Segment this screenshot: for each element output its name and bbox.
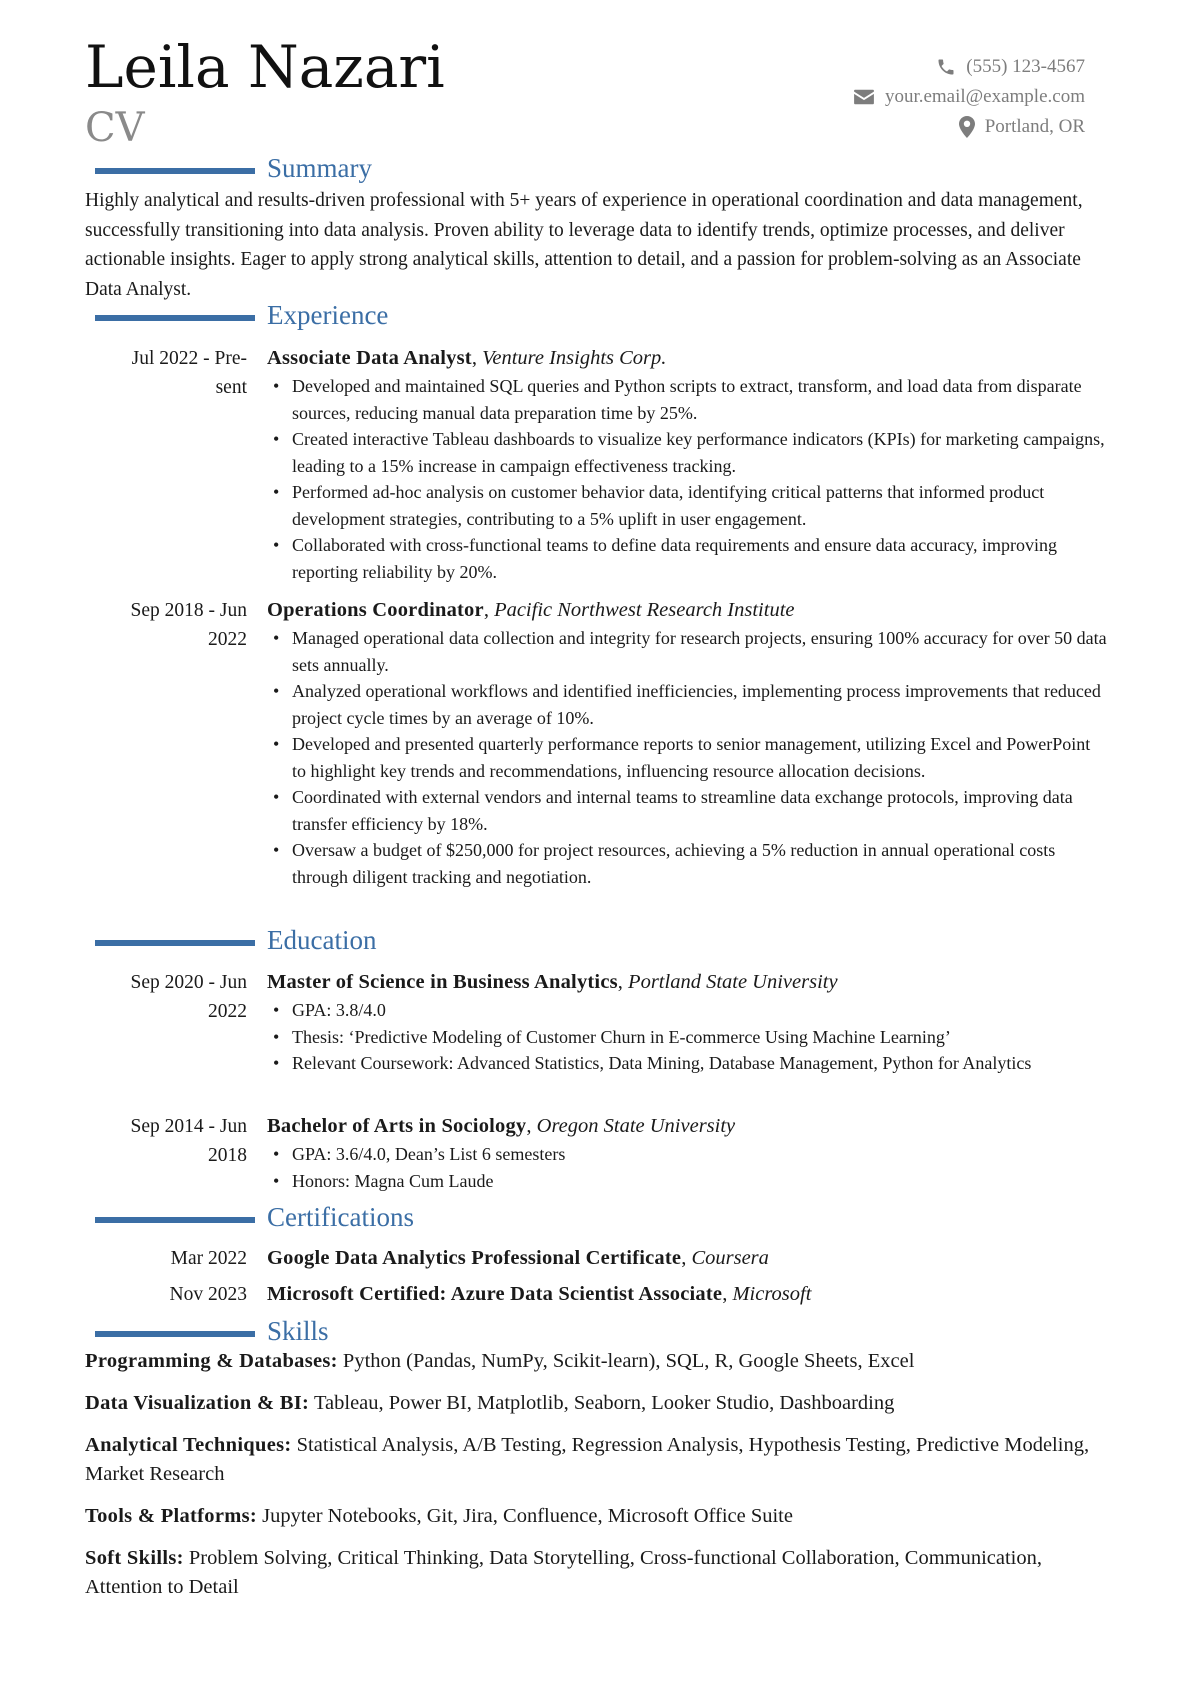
skill-value: Statistical Analysis, A/B Testing, Regression Analysis, Hypothesis Testing, Predictive Modeling, Market Research <box>85 1434 1090 1485</box>
section-accent-bar <box>95 168 255 174</box>
certificate-title: Google Data Analytics Professional Certificate <box>267 1247 682 1269</box>
issuer: Microsoft <box>732 1283 812 1305</box>
section-accent-bar <box>95 1331 255 1337</box>
bullet-item: • Oversaw a budget of $250,000 for project resources, achieving a 5% reduction in annual operational costs through diligent tracking and negotiation. <box>267 837 1107 890</box>
section-title-summary: Summary <box>267 153 372 183</box>
bullet-list <box>267 1141 1107 1194</box>
section-accent-bar <box>95 315 255 321</box>
degree-title: Bachelor of Arts in Sociology <box>267 1115 527 1137</box>
section-accent-bar <box>95 940 255 946</box>
contact-block <box>853 52 1085 142</box>
bullet-item: • Collaborated with cross-functional teams to define data requirements and ensure data accuracy, improving reporting reliability by 20%. <box>267 532 1107 585</box>
skill-label: Tools & Platforms: <box>85 1505 258 1527</box>
skill-value: Tableau, Power BI, Matplotlib, Seaborn, Looker Studio, Dashboarding <box>313 1392 895 1414</box>
skill-row <box>85 1431 1115 1489</box>
entry-heading: Master of Science in Business Analytics, Portland State University <box>267 971 838 993</box>
bullet-item: • Coordinated with external vendors and internal teams to streamline data exchange protocols, improving data transfer efficiency by 18%. <box>267 784 1107 837</box>
section-summary-header <box>95 155 372 182</box>
skill-value: Jupyter Notebooks, Git, Jira, Confluence, Microsoft Office Suite <box>262 1505 793 1527</box>
degree-title: Master of Science in Business Analytics <box>267 971 618 993</box>
date-line: 2022 <box>208 1001 247 1022</box>
entry-date <box>85 968 247 1026</box>
entry-body <box>267 596 1107 890</box>
bullet-list <box>267 373 1107 585</box>
bullet-item: • Performed ad-hoc analysis on customer behavior data, identifying critical patterns that informed product development strategies, contributing to a 5% uplift in user engagement. <box>267 479 1107 532</box>
section-title-experience: Experience <box>267 300 389 330</box>
entry-heading: Google Data Analytics Professional Certificate, Coursera <box>267 1247 769 1269</box>
certificate-title: Microsoft Certified: Azure Data Scientist Associate <box>267 1283 723 1305</box>
bullet-item: • Developed and maintained SQL queries and Python scripts to extract, transform, and load data from disparate sources, reducing manual data preparation time by 25%. <box>267 373 1107 426</box>
date-line: Jul 2022 - Pre- <box>131 348 247 369</box>
date-line: Sep 2018 - Jun <box>130 600 247 621</box>
bullet-item: • Managed operational data collection and integrity for research projects, ensuring 100% accuracy for over 50 data sets annually. <box>267 625 1107 678</box>
entry-date <box>85 344 247 402</box>
location-text: Portland, OR <box>984 116 1085 137</box>
contact-phone <box>853 52 1085 82</box>
skill-row <box>85 1347 1115 1376</box>
bullet-item: • Created interactive Tableau dashboards to visualize key performance indicators (KPIs) for marketing campaigns, leading to a 15% increase in campaign effectiveness tracking. <box>267 426 1107 479</box>
email-text[interactable]: your.email@example.com <box>884 86 1085 107</box>
entry-body <box>267 1112 1107 1194</box>
section-title-certifications: Certifications <box>267 1202 414 1232</box>
bullet-list <box>267 625 1107 890</box>
phone-text[interactable]: (555) 123-4567 <box>966 56 1085 77</box>
envelope-icon <box>853 88 875 106</box>
skill-row <box>85 1502 1115 1531</box>
contact-email <box>853 82 1085 112</box>
bullet-list <box>267 997 1107 1077</box>
skill-row <box>85 1544 1115 1602</box>
date-line: 2018 <box>208 1145 247 1166</box>
entry-heading: Bachelor of Arts in Sociology, Oregon State University <box>267 1115 736 1137</box>
section-education-header <box>95 927 376 954</box>
institution: Oregon State University <box>536 1115 736 1137</box>
skill-row <box>85 1389 1115 1418</box>
job-title: Operations Coordinator <box>267 599 484 621</box>
bullet-item: • GPA: 3.8/4.0 <box>267 997 1107 1024</box>
section-accent-bar <box>95 1217 255 1223</box>
entry-body <box>267 1280 1107 1309</box>
phone-icon <box>936 57 956 77</box>
skill-value: Problem Solving, Critical Thinking, Data Storytelling, Cross-functional Collaboration, Communication, Attention to Detail <box>85 1547 1042 1598</box>
bullet-item: • Relevant Coursework: Advanced Statistics, Data Mining, Database Management, Python for Analytics <box>267 1050 1107 1077</box>
organization: Venture Insights Corp. <box>482 347 667 369</box>
document-subtitle: CV <box>85 105 145 151</box>
organization: Pacific Northwest Research Institute <box>494 599 795 621</box>
summary-text: Highly analytical and results-driven professional with 5+ years of experience in operational coordination and data management, successfully transitioning into data analysis. Proven ability to leverage data to identify trends, optimize processes, and deliver actionable insights. Eager to apply strong analytical skills, attention to detail, and a passion for problem-solving as an Associate Data Analyst. <box>85 190 1083 300</box>
entry-date: Mar 2022 <box>170 1248 247 1269</box>
section-certifications-header <box>95 1204 414 1231</box>
date-line: 2022 <box>208 629 247 650</box>
candidate-name: Leila Nazari <box>85 33 445 101</box>
location-pin-icon <box>959 116 975 138</box>
skills-list <box>85 1347 1115 1615</box>
issuer: Coursera <box>691 1247 769 1269</box>
entry-body <box>267 1244 1107 1273</box>
entry-heading: Operations Coordinator, Pacific Northwest Research Institute <box>267 599 795 621</box>
entry-date <box>85 1112 247 1170</box>
bullet-item: • Thesis: ‘Predictive Modeling of Customer Churn in E-commerce Using Machine Learning’ <box>267 1024 1107 1051</box>
bullet-item: • Developed and presented quarterly performance reports to senior management, utilizing Excel and PowerPoint to highlight key trends and recommendations, influencing resource allocation decisions. <box>267 731 1107 784</box>
bullet-item: • Honors: Magna Cum Laude <box>267 1168 1107 1195</box>
skill-value: Python (Pandas, NumPy, Scikit-learn), SQL, R, Google Sheets, Excel <box>342 1350 915 1372</box>
date-line: Sep 2020 - Jun <box>130 972 247 993</box>
job-title: Associate Data Analyst <box>267 347 472 369</box>
institution: Portland State University <box>628 971 838 993</box>
bullet-item: • GPA: 3.6/4.0, Dean’s List 6 semesters <box>267 1141 1107 1168</box>
section-title-skills: Skills <box>267 1316 329 1346</box>
date-line: sent <box>215 377 247 398</box>
date-line: Sep 2014 - Jun <box>130 1116 247 1137</box>
section-title-education: Education <box>267 925 377 955</box>
skill-label: Programming & Databases: <box>85 1350 338 1372</box>
entry-body <box>267 968 1107 1077</box>
section-skills-header <box>95 1318 329 1345</box>
entry-heading: Microsoft Certified: Azure Data Scientist Associate, Microsoft <box>267 1283 812 1305</box>
skill-label: Analytical Techniques: <box>85 1434 292 1456</box>
contact-location <box>853 112 1085 142</box>
entry-body <box>267 344 1107 585</box>
skill-label: Data Visualization & BI: <box>85 1392 310 1414</box>
entry-heading: Associate Data Analyst, Venture Insights Corp. <box>267 347 667 369</box>
entry-date <box>85 596 247 654</box>
entry-date: Nov 2023 <box>169 1284 247 1305</box>
section-experience-header <box>95 302 388 329</box>
skill-label: Soft Skills: <box>85 1547 184 1569</box>
bullet-item: • Analyzed operational workflows and identified inefficiencies, implementing process improvements that reduced project cycle times by an average of 10%. <box>267 678 1107 731</box>
